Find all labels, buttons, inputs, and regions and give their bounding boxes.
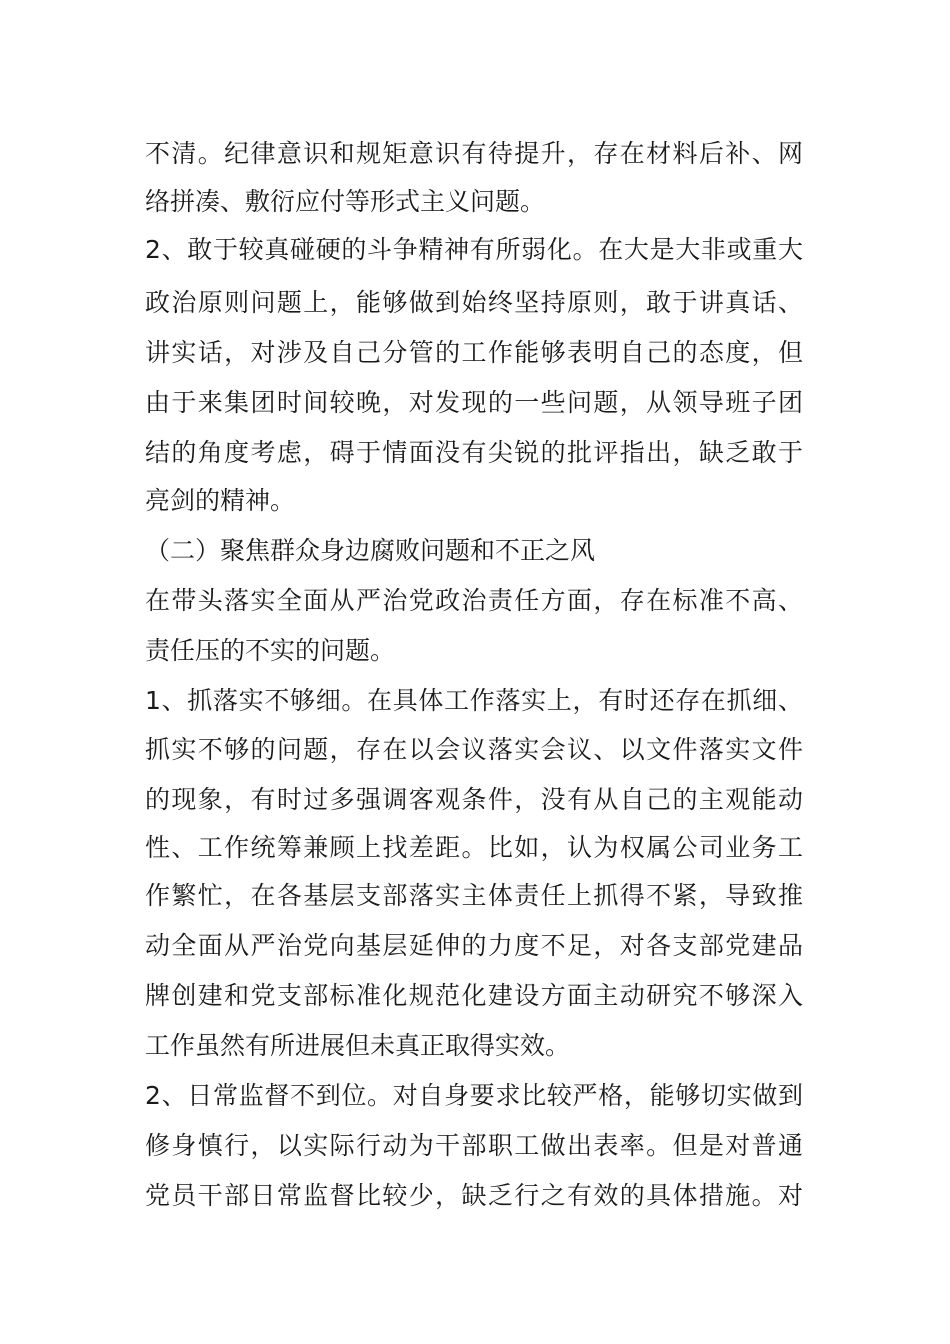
text-line: 由于来集团时间较晚，对发现的一些问题，从领导班子团: [145, 388, 803, 417]
text-line: 络拼凑、敷衍应付等形式主义问题。: [145, 187, 546, 216]
text-line: 责任压的不实的问题。: [145, 636, 396, 665]
text-line: 抓实不够的问题，存在以会议落实会议、以文件落实文件: [145, 735, 803, 764]
text-line: 讲实话，对涉及自己分管的工作能够表明自己的态度，但: [145, 338, 803, 367]
text-line: 2、日常监督不到位。对自身要求比较严格，能够切实做到: [145, 1081, 803, 1110]
text-line: 修身慎行，以实际行动为干部职工做出表率。但是对普通: [145, 1131, 803, 1160]
text-line: 作繁忙，在各基层支部落实主体责任上抓得不紧，导致推: [145, 881, 803, 910]
text-line: 亮剑的精神。: [145, 486, 296, 515]
text-line: 结的角度考虑，碍于情面没有尖锐的批评指出，缺乏敢于: [145, 438, 803, 467]
text-line: 动全面从严治党向基层延伸的力度不足，对各支部党建品: [145, 931, 803, 960]
text-line: 在带头落实全面从严治党政治责任方面，存在标准不高、: [145, 586, 803, 615]
text-line: 不清。纪律意识和规矩意识有待提升，存在材料后补、网: [145, 139, 803, 168]
text-line: 工作虽然有所进展但未真正取得实效。: [145, 1031, 571, 1060]
text-line: 党员干部日常监督比较少，缺乏行之有效的具体措施。对: [145, 1181, 803, 1210]
text-line: 政治原则问题上，能够做到始终坚持原则，敢于讲真话、: [145, 288, 803, 317]
text-line: 2、敢于较真碰硬的斗争精神有所弱化。在大是大非或重大: [145, 235, 803, 264]
text-line: 的现象，有时过多强调客观条件，没有从自己的主观能动: [145, 785, 803, 814]
section-heading: （二）聚焦群众身边腐败问题和不正之风: [145, 536, 596, 565]
text-line: 性、工作统筹兼顾上找差距。比如，认为权属公司业务工: [145, 833, 803, 862]
text-line: 1、抓落实不够细。在具体工作落实上，有时还存在抓细、: [145, 686, 803, 715]
text-line: 牌创建和党支部标准化规范化建设方面主动研究不够深入: [145, 981, 803, 1010]
